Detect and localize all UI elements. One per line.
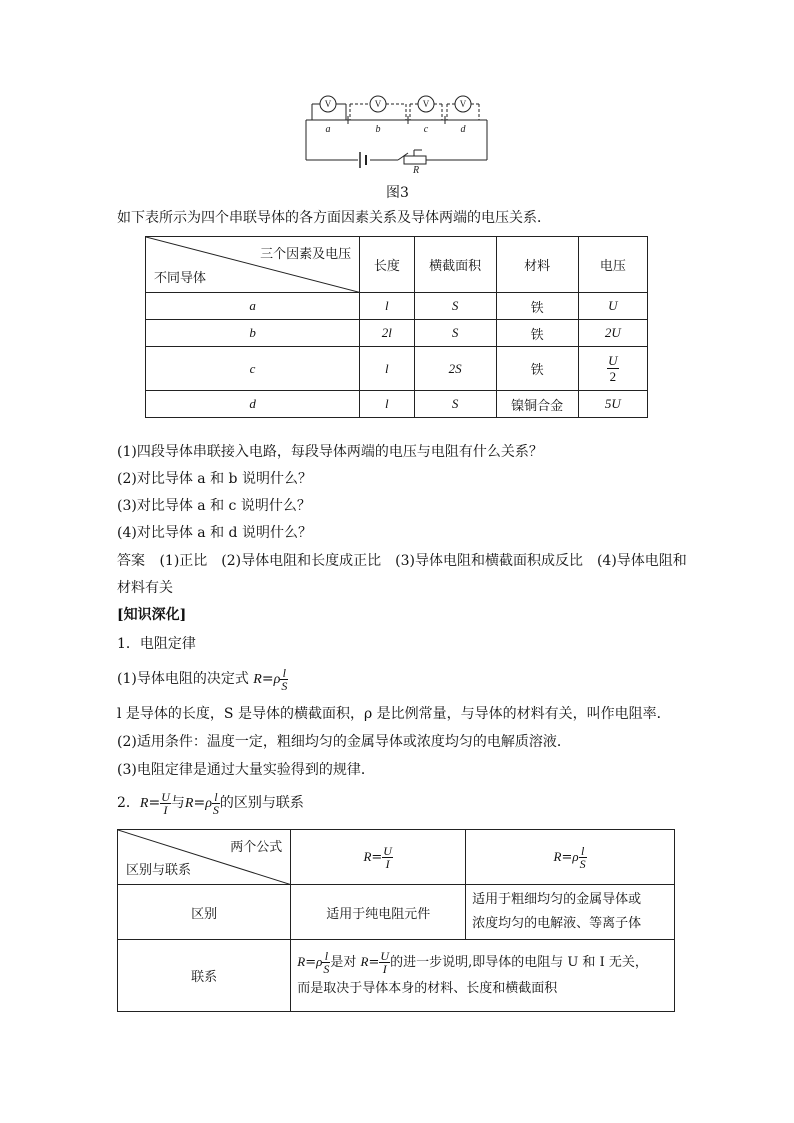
formula-eq: = [371,849,383,865]
fraction-numerator: l [280,667,288,680]
cell-rls-scope-line1: 适用于粗细均匀的金属导体或 [472,892,642,907]
point2-title [117,788,304,818]
applicable-condition: (2)适用条件：温度一定，粗细均匀的金属导体或浓度均匀的电解质溶液． [117,734,571,750]
cell-length: l [385,360,389,376]
connection-text-a: 是对 [330,955,357,970]
cell-area: S [451,396,459,411]
connection-text-b: 的进一步说明,即导体的电阻与 U 和 I 无关， [390,955,648,970]
row-label-difference: 区别 [118,885,291,940]
point1-title: 1．电阻定律 [117,636,196,652]
table-row [118,885,675,940]
fraction-numerator: U [383,843,392,858]
connection-line1 [297,949,674,976]
fraction-denominator: S [212,802,219,817]
answer-line-2: 材料有关 [117,580,173,596]
formula-comparison-table [117,829,675,1012]
header-formula-ui [291,830,466,885]
cell-rls-scope [466,885,675,940]
formula-r: R [360,954,369,969]
resistivity-description: l 是导体的长度，S 是导体的横截面积，ρ 是比例常量，与导体的材料有关，叫作电阻率． [117,706,671,722]
question-2: (2)对比导体 a 和 b 说明什么？ [117,471,312,487]
section-heading: [知识深化] [117,607,187,623]
formula-r: R [363,848,372,864]
conductor-table [145,236,648,418]
cell-voltage: 5U [604,396,621,411]
fraction-numerator: l [322,950,330,963]
header-material: 材料 [496,237,578,293]
voltmeter-d-symbol: V [459,99,467,109]
fraction-denominator: I [163,802,168,817]
label-d: d [460,124,466,135]
fraction-numerator: l [212,791,220,804]
header-length: 长度 [360,237,414,293]
table2-diag-top: 两个公式 [230,840,283,855]
fraction-denominator: S [579,856,586,871]
label-rheostat: R [412,165,420,176]
cell-connection [291,940,675,1012]
formula-r: R [297,954,306,969]
formula-prefix: (1)导体电阻的决定式 [117,671,254,687]
fraction-denominator: I [382,962,387,976]
label-b: b [375,124,381,135]
cell-area: S [451,298,459,313]
voltmeter-b-symbol: V [374,99,382,109]
point2-suffix: 的区别与联系 [219,795,304,811]
cell-name: a [249,298,256,313]
cell-material: 铁 [496,347,578,391]
table-row [146,320,648,347]
formula-ui-fraction [160,791,171,816]
formula-eq: = [148,795,161,811]
cell-rls-scope-line2: 浓度均匀的电解液、等离子体 [472,916,642,931]
label-a: a [325,124,331,135]
cell-voltage-fraction [607,353,618,384]
formula-fraction [280,667,288,692]
fraction-denominator: I [385,856,390,871]
cell-length: l [385,396,389,411]
table-row [146,391,648,418]
fraction-numerator: U [608,353,618,368]
cell-material: 镍铜合金 [496,391,578,418]
formula-eq: = [193,795,206,811]
formula-r: R [139,796,149,811]
answer-line-1 [117,551,687,571]
question-1: (1)四段导体串联接入电路，每段导体两端的电压与电阻有什么关系？ [117,444,543,460]
fraction-numerator: U [380,949,390,963]
formula-ui-fraction [382,845,393,870]
cell-name: d [249,396,256,411]
formula-eq: = [261,671,274,687]
cell-area: S [451,325,459,340]
formula-eq: = [561,849,573,865]
cell-voltage: U [608,298,618,313]
voltmeter-a-symbol: V [324,99,332,109]
table1-diag-top: 三个因素及电压 [260,247,352,262]
row-label-connection: 联系 [118,940,291,1012]
formula-ui-fraction [379,950,390,975]
law-origin: (3)电阻定律是通过大量实验得到的规律． [117,762,375,778]
table-row [118,940,675,1012]
figure-caption: 图3 [386,185,409,201]
cell-material: 铁 [496,293,578,320]
fraction-denominator: 2 [609,369,617,384]
connection-line2: 而是取决于导体本身的材料、长度和横截面积 [297,981,558,996]
intro-text: 如下表所示为四个串联导体的各方面因素关系及导体两端的电压关系． [117,210,551,226]
table1-diag-header [146,237,360,293]
cell-material: 铁 [496,320,578,347]
formula-r: R [553,848,562,864]
formula-r: R [184,796,194,811]
formula-line [117,664,288,694]
header-area: 横截面积 [414,237,496,293]
header-formula-rls [466,830,675,885]
formula-ls-fraction [579,845,587,870]
circuit-diagram [300,92,495,177]
formula-ls-fraction [212,791,220,816]
question-3: (3)对比导体 a 和 c 说明什么？ [117,498,311,514]
header-voltage: 电压 [578,237,647,293]
formula-eq: = [305,955,317,970]
cell-name: b [249,325,256,340]
formula-rho: ρ [273,672,281,687]
fraction-denominator: S [323,962,330,976]
cell-name: c [249,360,256,376]
fraction-numerator: U [161,789,170,804]
voltmeter-c-symbol: V [422,99,430,109]
formula-rho: ρ [205,796,212,811]
cell-voltage: 2U [604,325,621,340]
cell-ui-scope: 适用于纯电阻元件 [291,885,466,940]
table-row [146,347,648,391]
table1-diag-bottom: 不同导体 [154,271,207,286]
fraction-numerator: l [579,845,587,858]
table2-diag-bottom: 区别与联系 [126,863,192,878]
cell-area: 2S [448,360,462,376]
question-4: (4)对比导体 a 和 d 说明什么？ [117,525,312,541]
formula-rho: ρ [572,848,579,864]
answer-label: 答案 [117,553,145,569]
table2-diag-header [118,830,291,885]
formula-eq: = [368,955,380,970]
answer-text: (1)正比 (2)导体电阻和长度成正比 (3)导体电阻和横截面积成反比 (4)导体电阻和 [159,553,687,569]
point2-mid: 与 [170,795,185,811]
formula-r: R [253,672,262,687]
fraction-denominator: S [281,678,288,693]
table-row [146,293,648,320]
cell-length: l [385,298,389,313]
formula-rho: ρ [316,954,323,969]
label-c: c [423,124,429,135]
point2-prefix: 2． [117,795,140,811]
cell-length: 2l [381,325,392,340]
